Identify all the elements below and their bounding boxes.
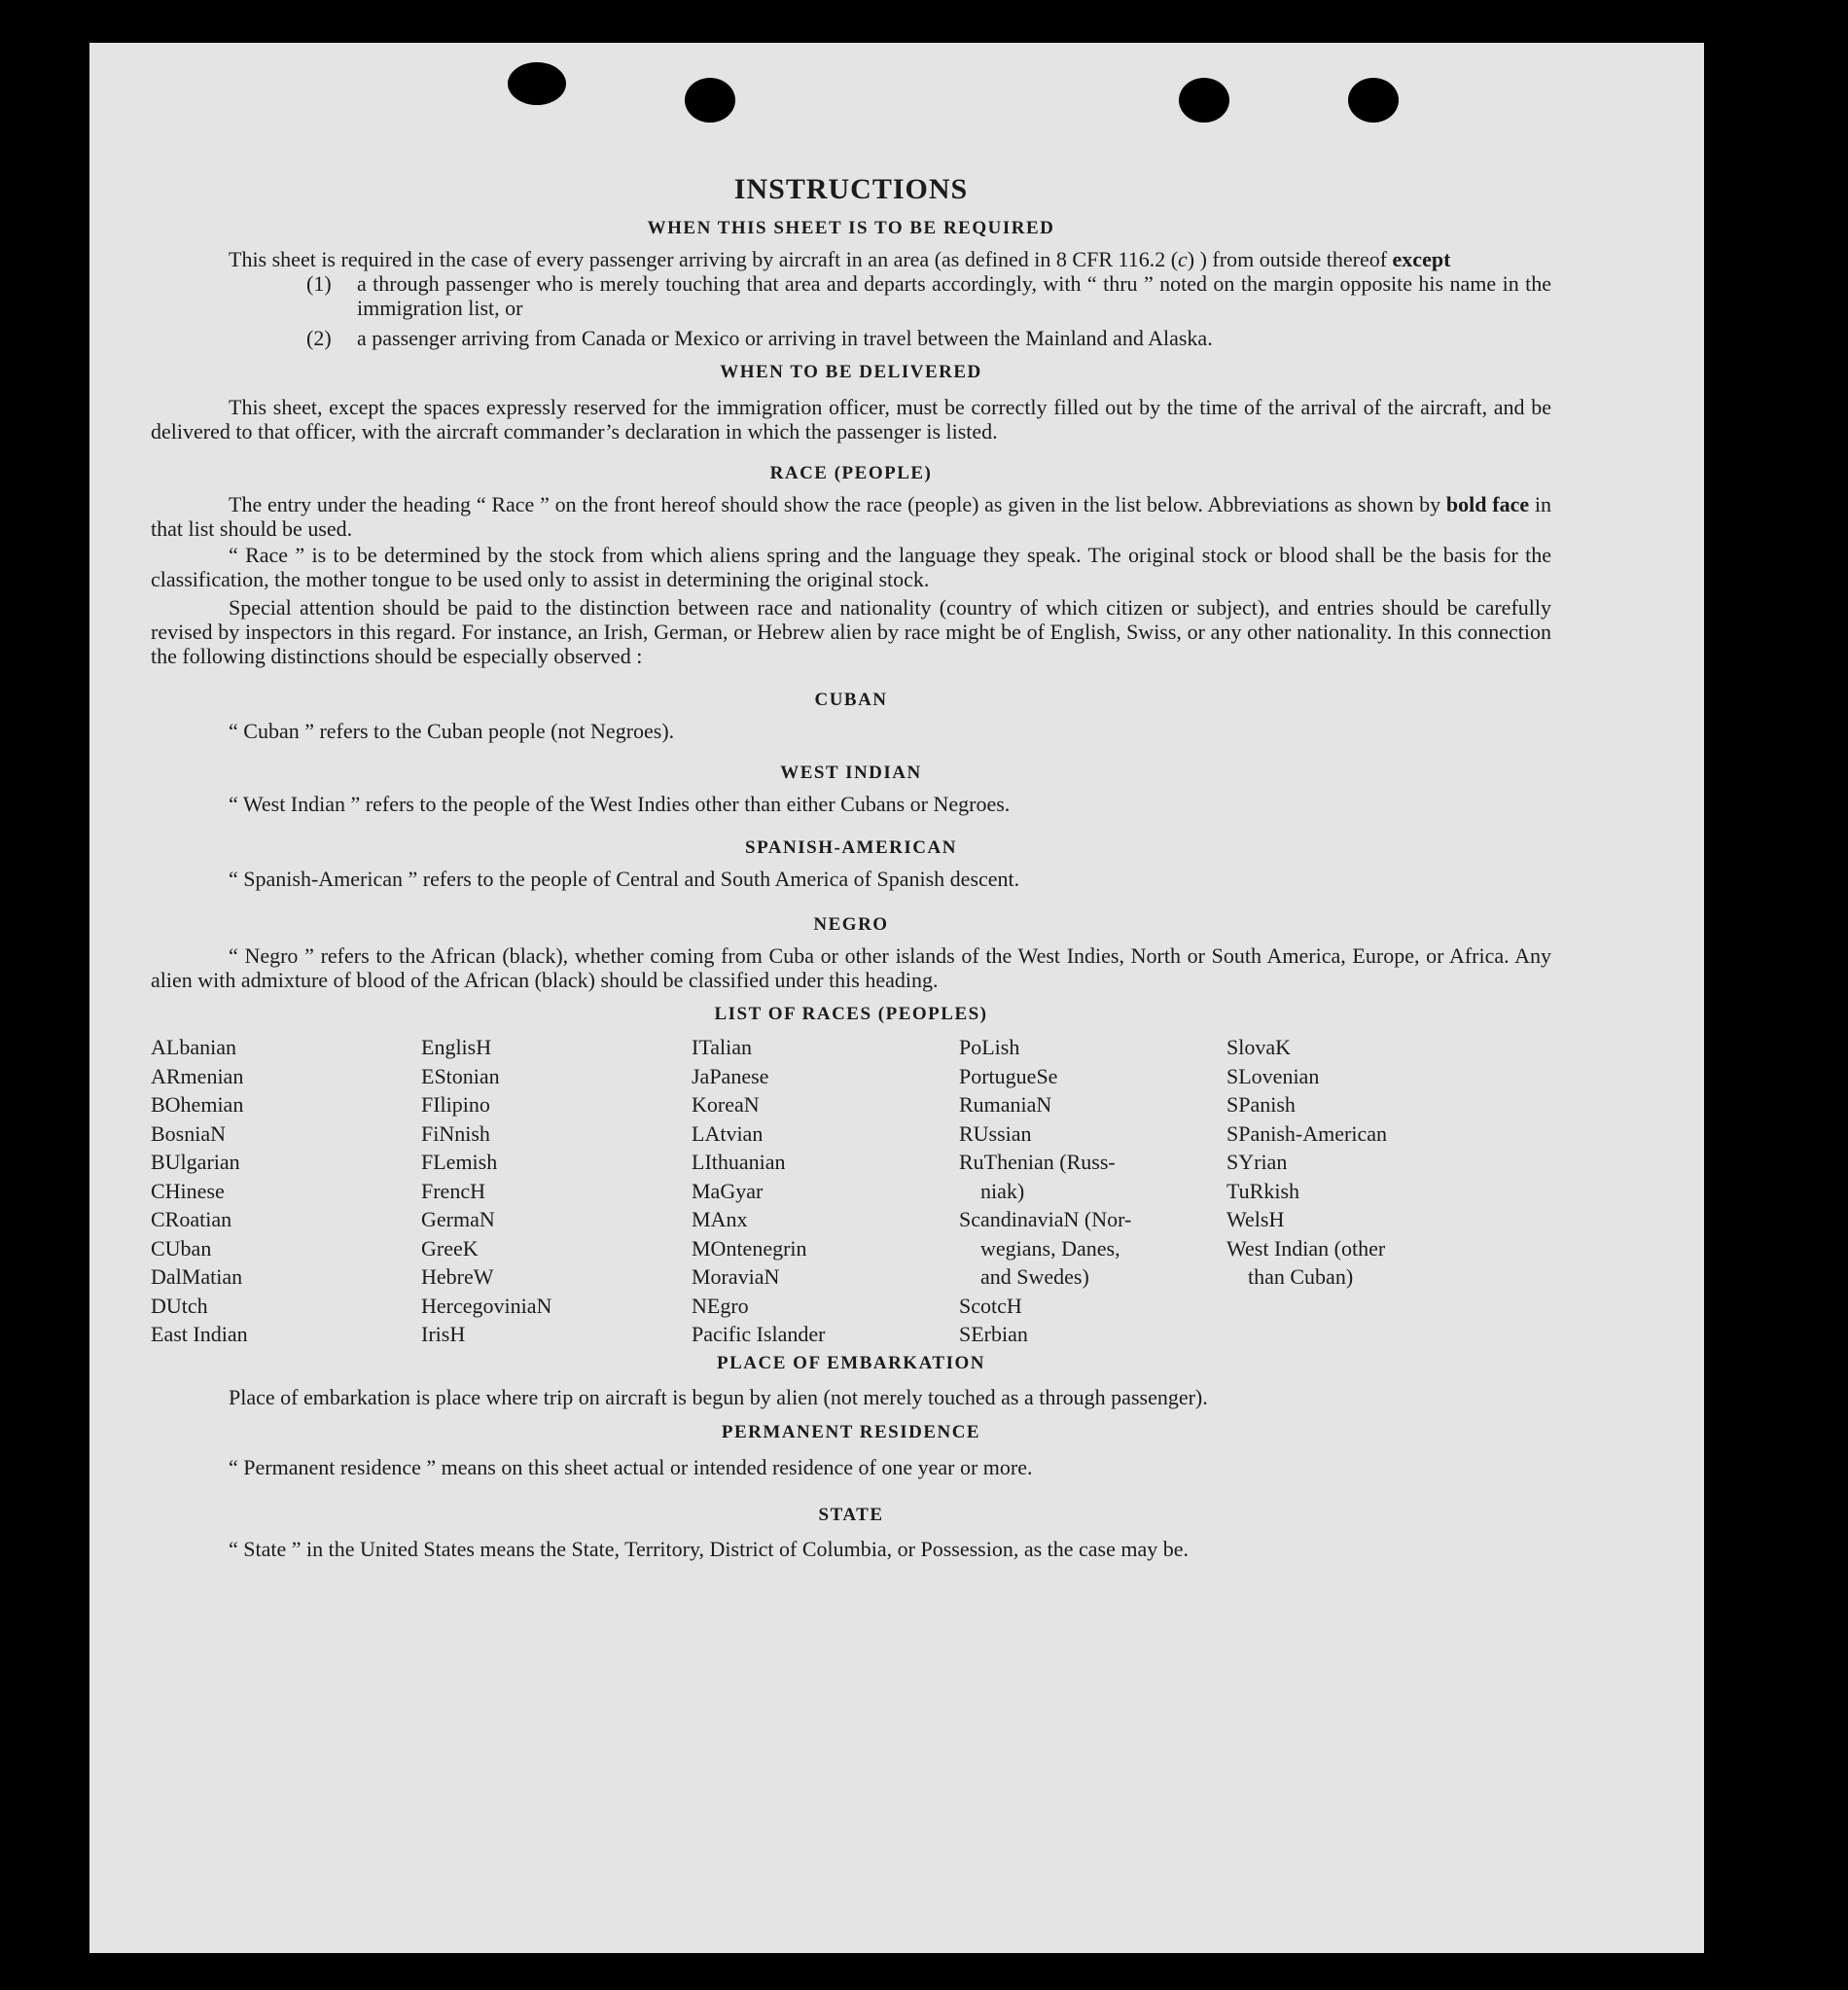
spanish-american-text: “ Spanish-American ” refers to the people of Central and South America of Spanish descent. — [229, 867, 1020, 891]
heading-spanish-american: SPANISH-AMERICAN — [745, 837, 957, 858]
race-paragraph-3: Special attention should be paid to the distinction between race and nationality (country of which citizen or subject), and entries should be carefully revised by inspectors in this regard. For instance, an Irish, German, or Hebrew alien by race might be of English, Swiss, or any other nationality. In this connection the following distinctions should be especially observed : — [151, 595, 1551, 668]
heading-race: RACE (PEOPLE) — [769, 463, 933, 483]
race-item: ARmenian — [151, 1063, 244, 1088]
race-item: FIlipino — [421, 1092, 490, 1117]
race-item: CHinese — [151, 1178, 225, 1203]
race-item: BUlgarian — [151, 1150, 240, 1174]
race-item: FLemish — [421, 1150, 498, 1174]
cuban-text: “ Cuban ” refers to the Cuban people (not Negroes). — [229, 719, 675, 743]
races-column-5 — [1226, 1033, 1474, 1349]
race-item: RUssian — [959, 1120, 1032, 1146]
race-item-continued: and Swedes) — [980, 1264, 1089, 1289]
heading-when-required: WHEN THIS SHEET IS TO BE REQUIRED — [647, 218, 1055, 238]
race-item: ScandinaviaN (Nor- — [959, 1207, 1132, 1231]
residence-text: “ Permanent residence ” means on this sheet actual or intended residence of one year or more. — [229, 1454, 1033, 1479]
exception-item-1: (1) a through passenger who is merely touching that area and departs accordingly, with “ thru ” noted on the margin opposite his name in the immigration list, or — [306, 271, 1551, 320]
races-column-4 — [959, 1033, 1226, 1349]
race-item: EnglisH — [421, 1035, 492, 1059]
heading-west-indian: WEST INDIAN — [780, 763, 922, 783]
embarkation-text: Place of embarkation is place where trip on aircraft is begun by alien (not merely touched as a through passenger). — [229, 1384, 1208, 1409]
race-item: SLovenian — [1226, 1063, 1320, 1088]
heading-state: STATE — [818, 1504, 884, 1525]
race-item: PortugueSe — [959, 1063, 1058, 1088]
page-title: INSTRUCTIONS — [733, 173, 969, 205]
race-item: Pacific Islander — [692, 1322, 826, 1346]
heading-when-delivered: WHEN TO BE DELIVERED — [720, 362, 982, 382]
exception-item-2: (2) a passenger arriving from Canada or Mexico or arriving in travel between the Mainland and Alaska. — [306, 326, 1213, 350]
race-item: NEgro — [692, 1293, 749, 1318]
race-item: LIthuanian — [692, 1150, 786, 1174]
state-text: “ State ” in the United States means the State, Territory, District of Columbia, or Possession, as the case may be. — [229, 1536, 1190, 1561]
race-item: ScotcH — [959, 1293, 1022, 1318]
heading-embarkation: PLACE OF EMBARKATION — [717, 1352, 985, 1373]
race-item: CUban — [151, 1235, 212, 1261]
required-intro: This sheet is required in the case of every passenger arriving by aircraft in an area (as defined in 8 CFR 116.2 (c) ) from outside thereof except — [229, 247, 1451, 271]
race-item: SYrian — [1226, 1150, 1288, 1174]
race-item: HebreW — [421, 1264, 494, 1289]
race-item: SlovaK — [1226, 1035, 1291, 1059]
race-item: RuThenian (Russ- — [959, 1150, 1116, 1174]
race-item: MoraviaN — [692, 1264, 780, 1289]
race-item: MaGyar — [692, 1178, 764, 1203]
race-item-continued: wegians, Danes, — [980, 1235, 1120, 1261]
instructions-content — [151, 126, 1551, 1564]
race-item: DalMatian — [151, 1264, 243, 1289]
race-item: EStonian — [421, 1063, 500, 1088]
delivered-text: This sheet, except the spaces expressly reserved for the immigration officer, must be correctly filled out by the time of the arrival of the aircraft, and be delivered to that officer, with the aircraft commander’s declaration in which the passenger is listed. — [151, 395, 1551, 444]
races-column-2 — [421, 1033, 692, 1349]
race-item: West Indian (other — [1226, 1235, 1386, 1261]
west-indian-text: “ West Indian ” refers to the people of the West Indies other than either Cubans or Negroes. — [229, 792, 1011, 816]
race-item: TuRkish — [1226, 1178, 1300, 1203]
race-item: KoreaN — [692, 1092, 760, 1117]
race-item: LAtvian — [692, 1120, 764, 1146]
races-list — [151, 1033, 1551, 1349]
race-item: GermaN — [421, 1207, 495, 1231]
race-item: CRoatian — [151, 1207, 232, 1231]
race-item: RumaniaN — [959, 1092, 1052, 1117]
heading-negro: NEGRO — [813, 914, 889, 935]
punch-hole — [685, 78, 735, 123]
torn-edge — [508, 62, 566, 105]
race-item: HercegoviniaN — [421, 1293, 552, 1318]
race-item: GreeK — [421, 1235, 479, 1261]
race-item: SPanish — [1226, 1092, 1296, 1117]
race-item: MAnx — [692, 1207, 748, 1231]
race-item: PoLish — [959, 1035, 1020, 1059]
race-item: IrisH — [421, 1322, 466, 1346]
race-paragraph-2: “ Race ” is to be determined by the stock from which aliens spring and the language they speak. The original stock or blood shall be the basis for the classification, the mother tongue to be used only to assist in determining the original stock. — [151, 543, 1551, 591]
race-item: East Indian — [151, 1322, 248, 1346]
race-item-continued: niak) — [980, 1178, 1025, 1203]
races-column-1 — [151, 1033, 421, 1349]
race-item: MOntenegrin — [692, 1235, 807, 1261]
punch-hole — [1348, 78, 1399, 123]
race-item: BOhemian — [151, 1092, 244, 1117]
heading-permanent-residence: PERMANENT RESIDENCE — [721, 1421, 981, 1442]
heading-cuban: CUBAN — [814, 690, 888, 710]
race-item: SPanish-American — [1226, 1120, 1387, 1146]
race-item: FrencH — [421, 1178, 485, 1203]
races-column-3 — [692, 1033, 959, 1349]
heading-list-of-races: LIST OF RACES (PEOPLES) — [714, 1004, 988, 1024]
race-item: ALbanian — [151, 1035, 236, 1059]
race-item: FiNnish — [421, 1120, 490, 1146]
race-item: JaPanese — [692, 1063, 769, 1088]
race-item-continued: than Cuban) — [1248, 1264, 1354, 1289]
race-paragraph-1: The entry under the heading “ Race ” on the front hereof should show the race (people) as given in the list below. Abbreviations as shown by bold face in that list should be used. — [151, 492, 1551, 541]
punch-hole — [1179, 78, 1229, 123]
race-item: SErbian — [959, 1322, 1028, 1346]
race-item: DUtch — [151, 1293, 208, 1318]
race-item: WelsH — [1226, 1207, 1285, 1231]
race-item: BosniaN — [151, 1120, 226, 1146]
negro-text: “ Negro ” refers to the African (black), whether coming from Cuba or other islands of the West Indies, North or South America, Europe, or Africa. Any alien with admixture of blood of the African (black) should be classified under this heading. — [151, 943, 1551, 992]
race-item: ITalian — [692, 1035, 752, 1059]
